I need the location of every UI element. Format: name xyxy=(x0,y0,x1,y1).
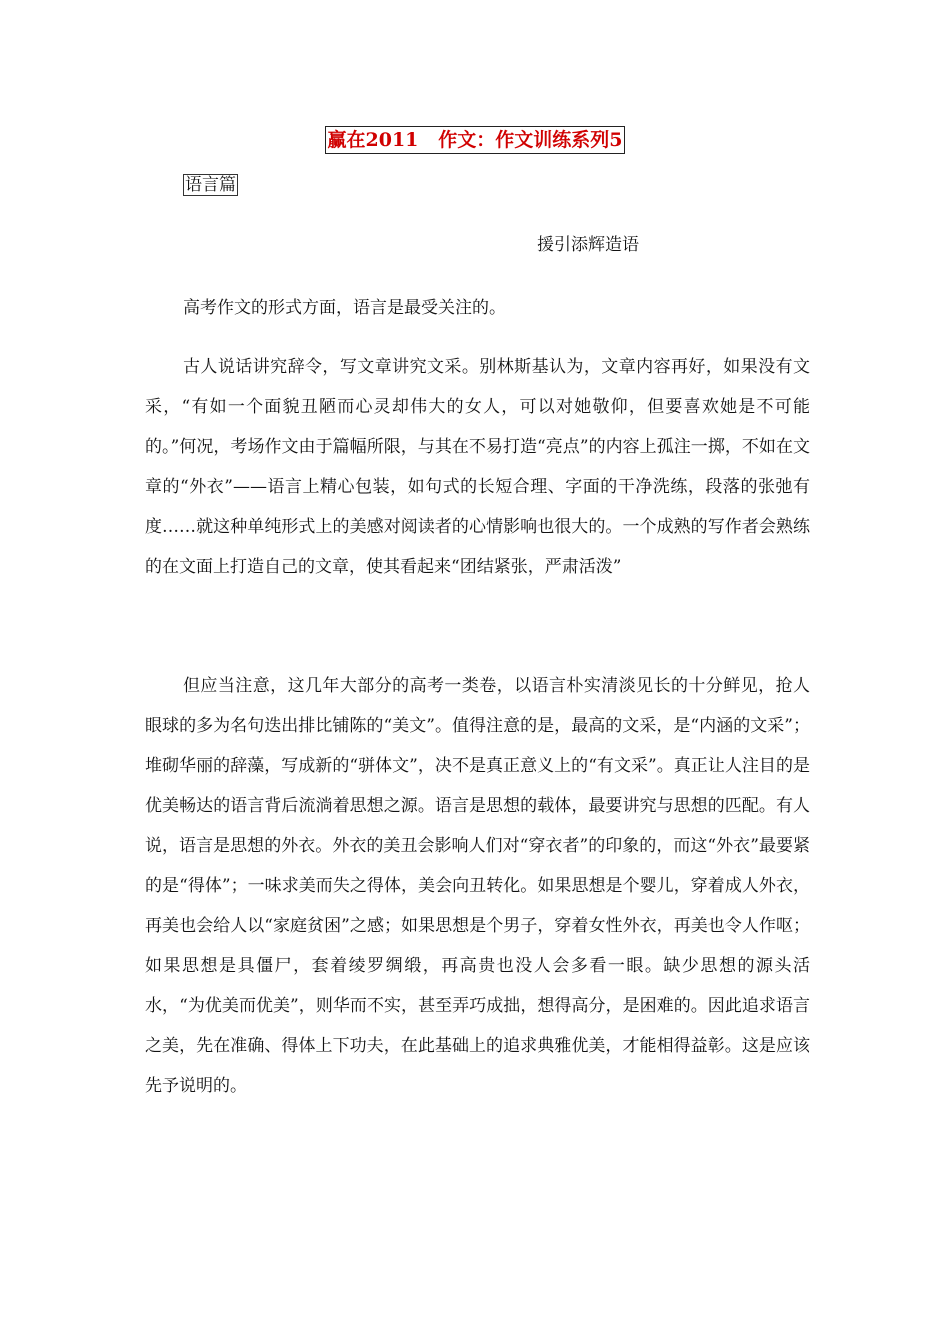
article-subtitle: 援引添辉造语 xyxy=(537,235,639,255)
paragraph-3: 但应当注意，这几年大部分的高考一类卷，以语言朴实清淡见长的十分鲜见，抢人眼球的多为名句迭出排比铺陈的“美文”。值得注意的是，最高的文采，是“内涵的文采”；堆砌华丽的辞藻，写成新的“骈体文”，决不是真正意义上的“有文采”。真正让人注目的是优美畅达的语言背后流淌着思想之源。语言是思想的载体，最要讲究与思想的匹配。有人说，语言是思想的外衣。外衣的美丑会影响人们对“穿衣者”的印象的，而这“外衣”最要紧的是“得体”；一味求美而失之得体，美会向丑转化。如果思想是个婴儿，穿着成人外衣，再美也会给人以“家庭贫困”之感；如果思想是个男子，穿着女性外衣，再美也令人作呕；如果思想是具僵尸，套着绫罗绸缎，再高贵也没人会多看一眼。缺少思想的源头活水，“为优美而优美”，则华而不实，甚至弄巧成拙，想得高分，是困难的。因此追求语言之美，先在准确、得体上下功夫，在此基础上的追求典雅优美，才能相得益彰。这是应该先予说明的。 xyxy=(145,676,810,1096)
section-label: 语言篇 xyxy=(185,175,236,195)
document-title xyxy=(0,126,950,154)
paragraph-1: 高考作文的形式方面，语言是最受关注的。 xyxy=(183,298,506,318)
document-title-text: 赢在2011 作文：作文训练系列5 xyxy=(325,126,626,154)
paragraph-2: 古人说话讲究辞令，写文章讲究文采。别林斯基认为，文章内容再好，如果没有文采，“有如一个面貌丑陋而心灵却伟大的女人，可以对她敬仰，但要喜欢她是不可能的。”何况，考场作文由于篇幅所限，与其在不易打造“亮点”的内容上孤注一掷，不如在文章的“外衣”——语言上精心包装，如句式的长短合理、字面的干净洗练，段落的张弛有度……就这种单纯形式上的美感对阅读者的心情影响也很大的。一个成熟的写作者会熟练的在文面上打造自己的文章，使其看起来“团结紧张，严肃活泼” xyxy=(145,357,810,577)
